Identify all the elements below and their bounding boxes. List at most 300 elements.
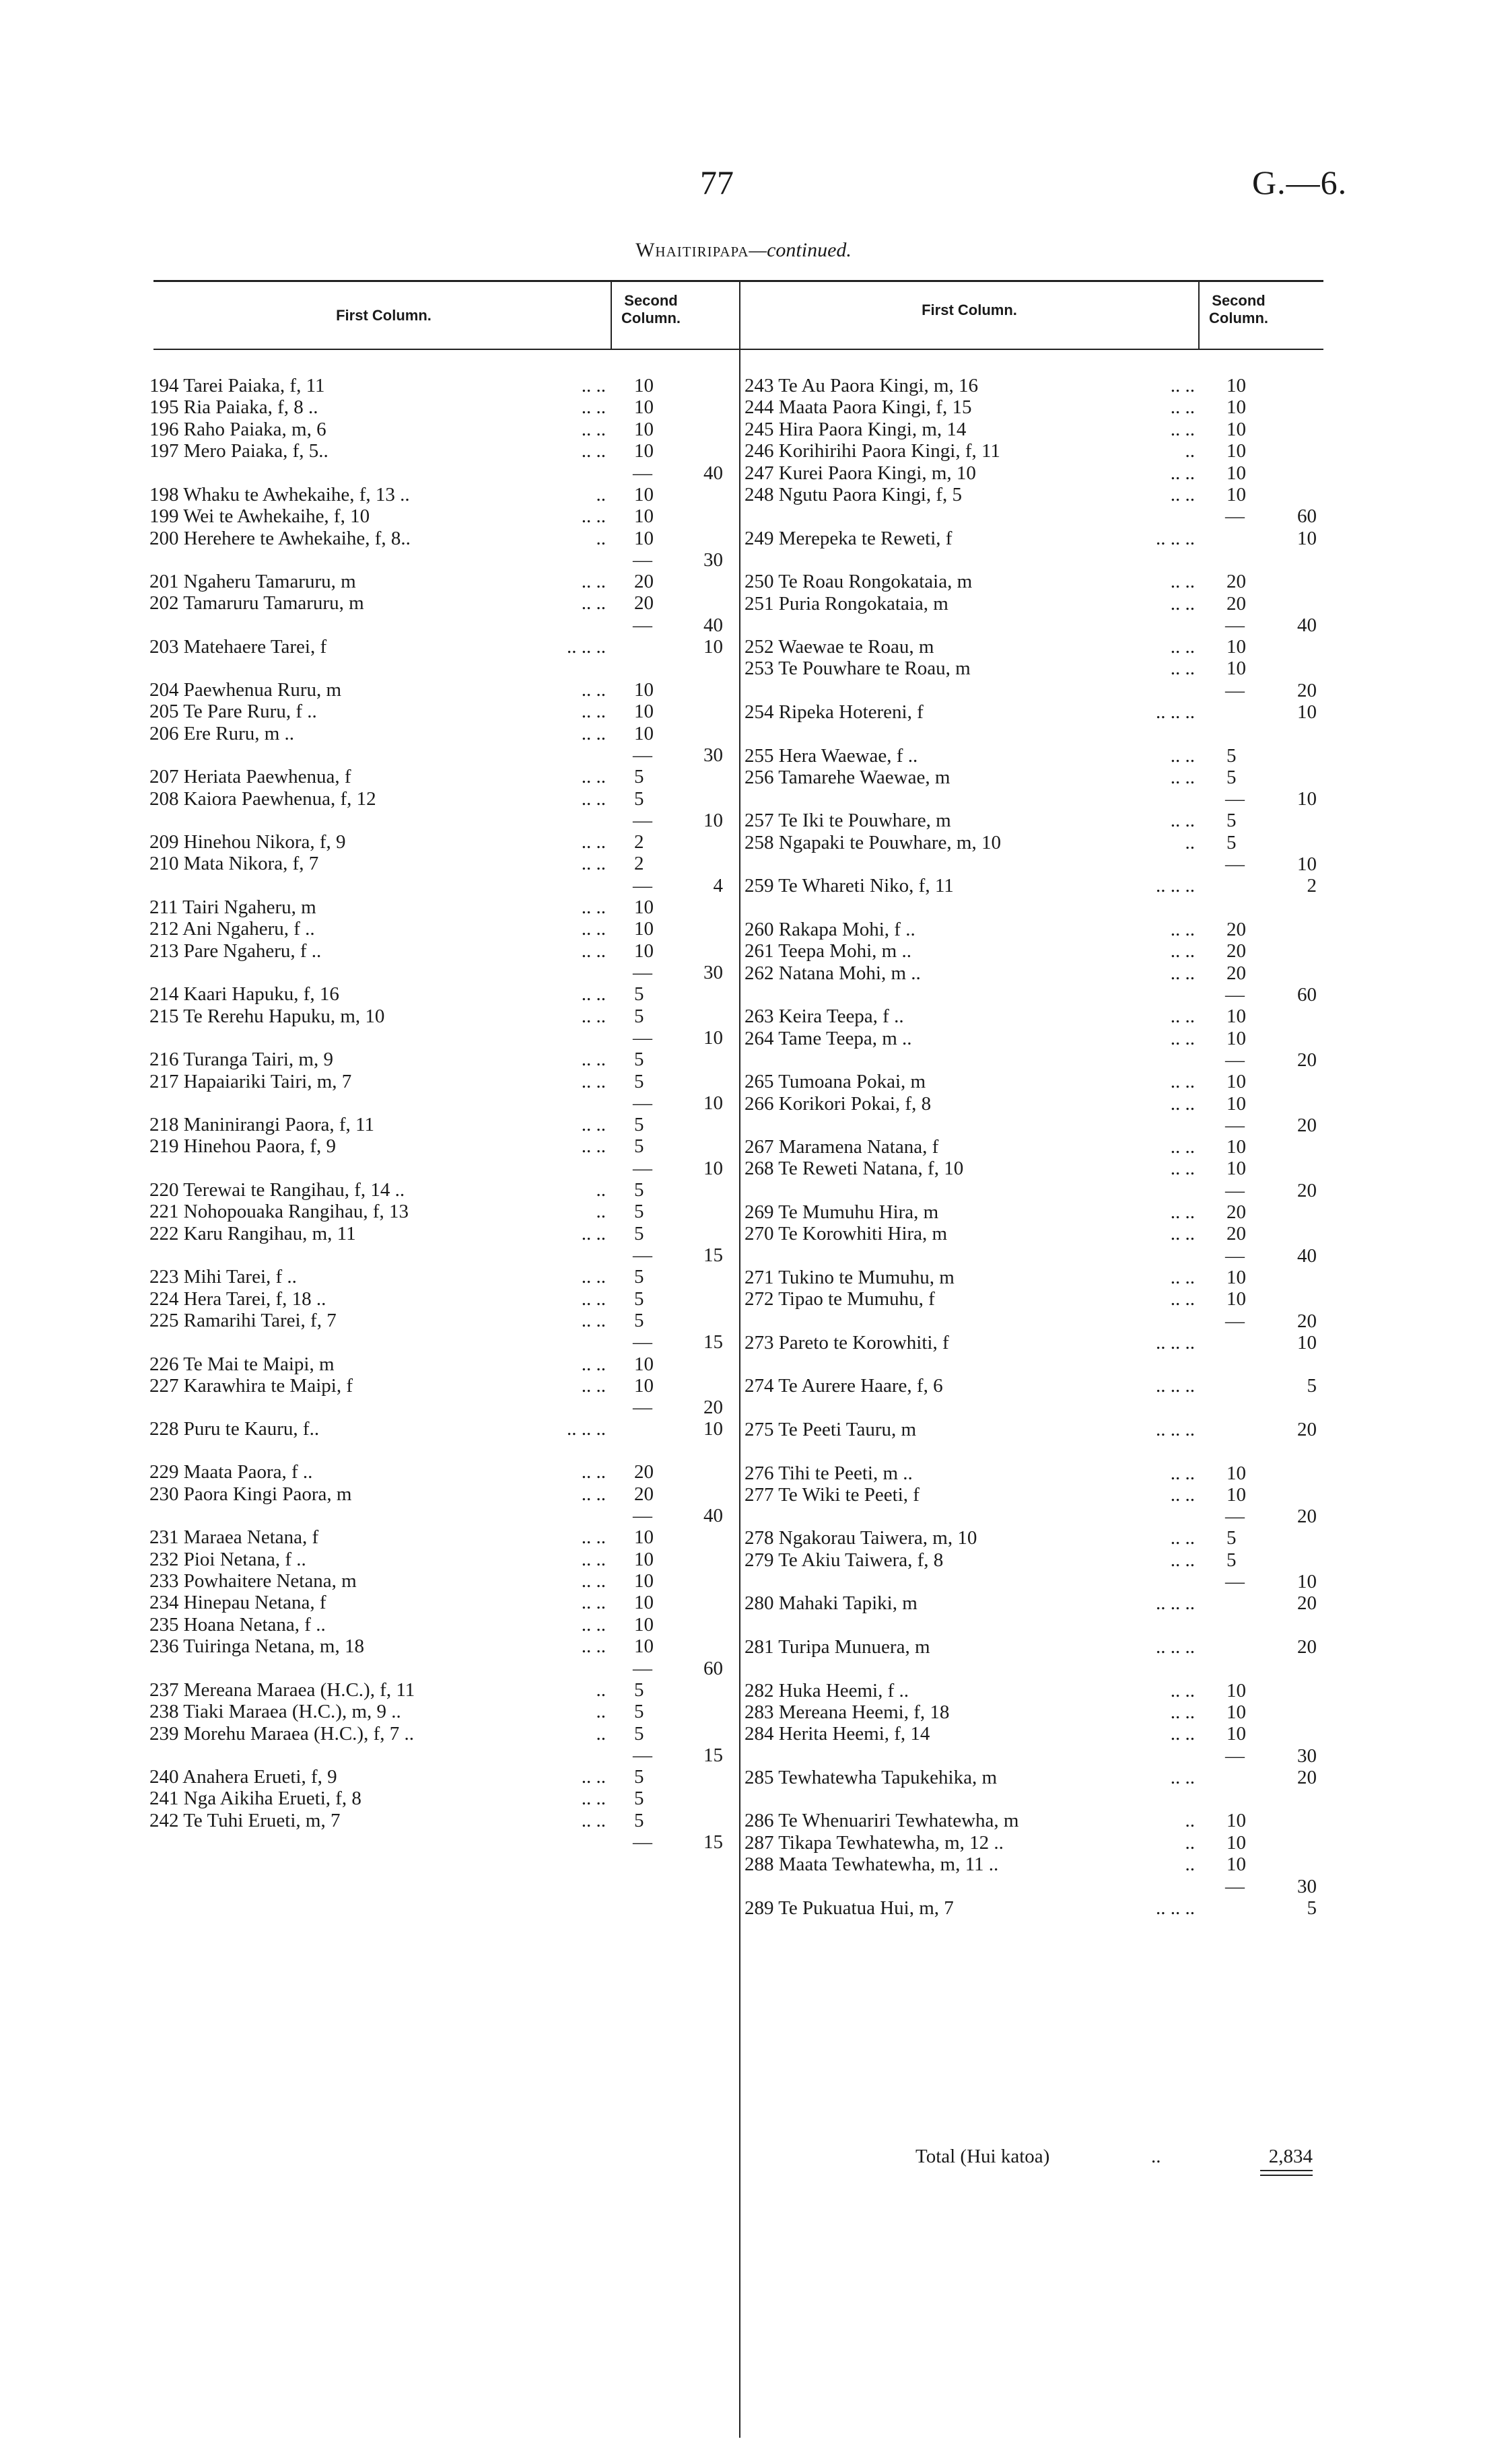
entry-value: 10 (1226, 1006, 1246, 1028)
entry-row (745, 1288, 935, 1310)
entry-column-total: 10 (703, 635, 723, 658)
entry-number: 195 (149, 396, 179, 419)
entry-row (745, 962, 921, 985)
entry-row (745, 809, 951, 832)
entry-value: 10 (1226, 1027, 1246, 1049)
dot-leader: .. .. (1170, 1462, 1195, 1484)
entry-row (745, 1831, 1004, 1854)
dot-leader: .. .. (1170, 1266, 1195, 1288)
dot-leader: .. .. .. (1156, 1897, 1195, 1919)
dot-leader: .. .. (1170, 744, 1195, 767)
column-divider (739, 281, 740, 2438)
entry-name: Maata Paora Kingi, f, 15 (778, 396, 972, 419)
dot-leader: .. .. (581, 1049, 606, 1071)
entry-number: 218 (149, 1114, 179, 1135)
dot-leader: .. .. .. (1156, 875, 1195, 897)
subtotal-value: 20 (1297, 679, 1317, 701)
subtotal-dash: — (1225, 853, 1245, 876)
entry-row (745, 592, 948, 615)
entry-name: Rakapa Mohi, f .. (778, 918, 915, 940)
dot-leader: .. .. (1170, 592, 1195, 614)
entry-number: 241 (149, 1788, 179, 1810)
entry-row (745, 1526, 977, 1549)
entry-row (149, 1679, 415, 1701)
entry-row (745, 918, 915, 941)
entry-name: Te Pare Ruru, f .. (183, 701, 317, 723)
entry-row (149, 1460, 312, 1483)
subtotal-value: 20 (1297, 1506, 1317, 1528)
entry-number: 261 (745, 940, 774, 962)
entry-value: 5 (634, 1114, 644, 1135)
entry-name: Te Mai te Maipi, m (183, 1353, 335, 1375)
entry-number: 273 (745, 1331, 774, 1353)
subtotal-value: 10 (703, 809, 723, 831)
entry-column-total: 20 (1297, 1418, 1317, 1440)
entry-number: 239 (149, 1722, 179, 1745)
total-value: 2,834 (1268, 2146, 1313, 2167)
subtotal-dash: — (633, 614, 652, 636)
entry-number: 265 (745, 1071, 774, 1093)
entry-number: 243 (745, 375, 774, 396)
dot-leader: .. (596, 1722, 606, 1745)
entry-row (149, 1222, 356, 1245)
section-title-main: Whaitiripapa (635, 239, 749, 261)
entry-name: Ngutu Paora Kingi, f, 5 (778, 484, 962, 505)
entry-number: 213 (149, 940, 179, 962)
entry-row (745, 374, 978, 397)
entry-name: Hera Tarei, f, 18 .. (183, 1288, 326, 1310)
entry-row (745, 1070, 926, 1093)
entry-name: Hinehou Nikora, f, 9 (183, 831, 346, 853)
entry-row (745, 1462, 913, 1485)
subtotal-value: 10 (703, 1092, 723, 1114)
entry-row (149, 1070, 351, 1093)
entry-name: Ngakorau Taiwera, m, 10 (778, 1527, 977, 1549)
entry-name: Ria Paiaka, f, 8 .. (183, 396, 318, 419)
dot-leader: .. .. (1170, 810, 1195, 832)
entry-row (149, 896, 316, 919)
entry-row (149, 505, 370, 528)
entry-name: Tumoana Pokai, m (778, 1071, 926, 1093)
entry-row (149, 374, 325, 397)
entry-row (745, 1897, 954, 1920)
entry-name: Tuiringa Netana, m, 18 (183, 1635, 364, 1658)
entry-value: 10 (634, 1613, 654, 1635)
entry-name: Ere Ruru, m .. (183, 722, 295, 744)
dot-leader: .. .. (581, 1135, 606, 1158)
dot-leader: .. .. (581, 678, 606, 701)
entry-row (745, 1092, 931, 1115)
entry-row (745, 1418, 916, 1441)
entry-column-total: 20 (1297, 1635, 1317, 1658)
entry-name: Kaiora Paewhenua, f, 12 (183, 787, 376, 810)
entry-value: 10 (1226, 1092, 1246, 1115)
entry-row (149, 722, 294, 745)
dot-leader: .. (1185, 1854, 1195, 1876)
entry-name: Korihirihi Paora Kingi, f, 11 (778, 440, 1000, 462)
entry-number: 271 (745, 1266, 774, 1288)
entry-row (745, 1135, 938, 1158)
entry-name: Terewai te Rangihau, f, 14 .. (183, 1178, 405, 1201)
entry-number: 198 (149, 483, 179, 505)
entry-row (149, 635, 326, 658)
entry-value: 20 (1226, 962, 1246, 984)
entry-name: Korikori Pokai, f, 8 (778, 1092, 932, 1115)
total-leader: .. (1151, 2146, 1161, 2167)
entry-row (149, 1288, 326, 1310)
subtotal-dash: — (633, 1744, 652, 1766)
entry-name: Te Akiu Taiwera, f, 8 (778, 1549, 944, 1571)
entry-row (149, 1526, 318, 1549)
entry-row (149, 917, 315, 940)
entry-number: 212 (149, 918, 179, 940)
entry-value: 10 (1226, 1136, 1246, 1158)
entry-number: 268 (745, 1158, 774, 1180)
dot-leader: .. .. (581, 1353, 606, 1375)
entry-row (149, 1722, 414, 1745)
dot-leader: .. .. (581, 1809, 606, 1831)
entry-row (149, 1309, 337, 1332)
entry-name: Tarei Paiaka, f, 11 (183, 375, 325, 396)
subtotal-dash: — (633, 962, 652, 984)
dot-leader: .. .. (1170, 1527, 1195, 1549)
entry-name: Kurei Paora Kingi, m, 10 (778, 462, 976, 484)
entry-number: 250 (745, 571, 774, 593)
entry-number: 275 (745, 1418, 774, 1440)
dot-leader: .. .. (581, 418, 606, 440)
entry-name: Nohopouaka Rangihau, f, 13 (183, 1201, 409, 1223)
entry-name: Tihi te Peeti, m .. (778, 1462, 913, 1484)
entry-row (149, 1135, 336, 1158)
subtotal-value: 60 (1297, 505, 1317, 528)
entry-number: 205 (149, 701, 179, 723)
entry-value: 5 (634, 1178, 644, 1201)
dot-leader: .. .. (1170, 1027, 1195, 1049)
subtotal-value: 30 (1297, 1745, 1317, 1767)
total-underline (1260, 2170, 1313, 2171)
dot-leader: .. .. (1170, 918, 1195, 940)
subtotal-dash: — (1225, 1049, 1245, 1071)
subtotal-dash: — (633, 1331, 652, 1353)
entry-value: 10 (1226, 462, 1246, 484)
entry-name: Karu Rangihau, m, 11 (183, 1222, 356, 1244)
entry-name: Hoana Netana, f .. (183, 1613, 326, 1635)
entry-number: 211 (149, 896, 178, 918)
entry-name: Wei te Awhekaihe, f, 10 (183, 505, 370, 528)
entry-row (745, 874, 954, 897)
dot-leader: .. .. (581, 940, 606, 962)
entry-row (149, 439, 328, 462)
entry-number: 253 (745, 658, 774, 680)
dot-leader: .. .. (581, 375, 606, 396)
entry-name: Ani Ngaheru, f .. (182, 918, 315, 940)
column-divider (611, 281, 612, 349)
subtotal-value: 30 (1297, 1875, 1317, 1897)
entry-name: Hinepau Netana, f (183, 1592, 326, 1614)
dot-leader: .. (596, 527, 606, 549)
subtotal-dash: — (633, 874, 652, 896)
entry-number: 248 (745, 484, 774, 505)
subtotal-dash: — (1225, 984, 1245, 1006)
entry-value: 5 (1226, 1549, 1237, 1571)
entry-value: 20 (1226, 592, 1246, 614)
dot-leader: .. .. (581, 701, 606, 723)
entry-name: Te Roau Rongokataia, m (778, 571, 973, 593)
entry-number: 214 (149, 983, 179, 1006)
entry-number: 224 (149, 1288, 179, 1310)
entry-value: 10 (634, 375, 654, 396)
entry-row (149, 483, 410, 506)
subtotal-value: 15 (703, 1744, 723, 1766)
entry-row (149, 1613, 326, 1636)
subtotal-value: 40 (703, 462, 723, 484)
subtotal-value: 4 (713, 874, 723, 896)
entry-row (745, 1592, 918, 1615)
entry-name: Natana Mohi, m .. (778, 962, 921, 984)
entry-value: 5 (634, 983, 644, 1006)
dot-leader: .. (1185, 440, 1195, 462)
subtotal-value: 40 (1297, 614, 1317, 636)
entry-number: 197 (149, 440, 179, 462)
dot-leader: .. .. .. (1156, 1375, 1195, 1397)
subtotal-value: 10 (703, 1157, 723, 1179)
entry-value: 5 (634, 1722, 644, 1745)
entry-row (149, 1353, 335, 1376)
entry-number: 264 (745, 1027, 774, 1049)
entry-number: 210 (149, 853, 179, 875)
dot-leader: .. .. (581, 983, 606, 1006)
report-code: G.—6. (1252, 164, 1348, 201)
entry-row (745, 1701, 949, 1724)
dot-leader: .. .. (581, 1005, 606, 1027)
subtotal-value: 30 (703, 549, 723, 571)
entry-number: 233 (149, 1570, 179, 1592)
entry-value: 10 (634, 1570, 654, 1592)
entry-name: Te Aurere Haare, f, 6 (778, 1375, 943, 1397)
subtotal-value: 30 (703, 962, 723, 984)
entry-name: Mahaki Tapiki, m (778, 1592, 918, 1615)
dot-leader: .. .. .. (567, 1418, 606, 1440)
entry-number: 288 (745, 1854, 774, 1876)
entry-number: 223 (149, 1266, 179, 1288)
entry-row (745, 439, 1000, 462)
entry-name: Paewhenua Ruru, m (183, 678, 342, 701)
entry-number: 246 (745, 440, 774, 462)
entry-row (149, 1005, 384, 1028)
entry-name: Hinehou Paora, f, 9 (183, 1135, 337, 1158)
dot-leader: .. (596, 1679, 606, 1701)
dot-leader: .. .. (1170, 418, 1195, 440)
dot-leader: .. .. (581, 1310, 606, 1331)
entry-value: 10 (1226, 1679, 1246, 1701)
subtotal-dash: — (633, 1092, 652, 1114)
entry-number: 267 (745, 1136, 774, 1158)
subtotal-dash: — (1225, 1114, 1245, 1136)
dot-leader: .. .. (581, 1461, 606, 1483)
subtotal-value: 15 (703, 1331, 723, 1353)
entry-value: 10 (634, 1526, 654, 1549)
dot-leader: .. .. (1170, 462, 1195, 484)
entry-number: 199 (149, 505, 179, 528)
entry-value: 20 (1226, 1201, 1246, 1223)
entry-value: 20 (1226, 571, 1246, 593)
entry-number: 245 (745, 418, 774, 440)
dot-leader: .. .. (581, 396, 606, 419)
subtotal-value: 30 (703, 744, 723, 766)
entry-value: 10 (634, 396, 654, 419)
entry-value: 10 (1226, 658, 1246, 680)
entry-name: Mereana Maraea (H.C.), f, 11 (183, 1679, 415, 1701)
dot-leader: .. .. (581, 1222, 606, 1244)
entry-value: 10 (634, 722, 654, 744)
entry-name: Paora Kingi Paora, m (183, 1483, 352, 1505)
entry-value: 5 (1226, 810, 1237, 832)
dot-leader: .. .. (581, 1114, 606, 1135)
subtotal-dash: — (633, 1831, 652, 1854)
entry-row (745, 657, 971, 680)
entry-name: Te Whareti Niko, f, 11 (778, 875, 954, 897)
entry-value: 10 (1226, 484, 1246, 505)
dot-leader: .. .. (581, 1526, 606, 1549)
entry-row (149, 1635, 364, 1658)
entry-row (745, 1635, 930, 1658)
entry-row (745, 1853, 998, 1876)
subtotal-value: 15 (703, 1831, 723, 1854)
subtotal-dash: — (1225, 505, 1245, 528)
entry-name: Herita Heemi, f, 14 (778, 1723, 930, 1745)
entry-row (149, 527, 411, 550)
subtotal-dash: — (633, 744, 652, 766)
dot-leader: .. .. (1170, 571, 1195, 593)
entry-column-total: 5 (1307, 1897, 1317, 1919)
entry-name: Tukino te Mumuhu, m (778, 1266, 955, 1288)
entry-value: 5 (634, 1788, 644, 1810)
entry-column-total: 5 (1307, 1375, 1317, 1397)
entry-name: Te Tuhi Erueti, m, 7 (183, 1809, 341, 1831)
dot-leader: .. .. (581, 440, 606, 462)
entry-value: 10 (634, 505, 654, 528)
entry-number: 225 (149, 1310, 179, 1331)
entry-row (745, 1157, 963, 1180)
entry-value: 10 (1226, 1288, 1246, 1310)
entry-row (745, 1266, 955, 1289)
entry-number: 280 (745, 1592, 774, 1615)
entry-row (149, 570, 356, 593)
entry-name: Powhaitere Netana, m (183, 1570, 357, 1592)
entry-column-total: 2 (1307, 875, 1317, 897)
entry-value: 20 (634, 571, 654, 592)
entry-number: 258 (745, 831, 774, 853)
entry-row (149, 700, 317, 723)
entry-row (149, 1591, 326, 1614)
entry-number: 262 (745, 962, 774, 984)
entry-value: 10 (634, 483, 654, 505)
entry-column-total: 10 (1297, 1331, 1317, 1353)
entry-value: 10 (1226, 636, 1246, 658)
entry-name: Te Iki te Pouwhare, m (778, 810, 951, 832)
entry-row (745, 1005, 904, 1028)
subtotal-value: 40 (703, 614, 723, 636)
entry-row (745, 1766, 997, 1789)
entry-name: Te Korowhiti Hira, m (778, 1223, 948, 1245)
entry-name: Tipao te Mumuhu, f (778, 1288, 935, 1310)
dot-leader: .. (1185, 831, 1195, 853)
subtotal-value: 20 (1297, 1310, 1317, 1332)
entry-number: 202 (149, 592, 179, 614)
entry-number: 277 (745, 1483, 774, 1506)
entry-row (149, 1200, 409, 1223)
entry-value: 5 (634, 1201, 644, 1223)
entry-row (149, 1417, 319, 1440)
entry-number: 256 (745, 766, 774, 788)
entry-value: 5 (1226, 744, 1237, 767)
entry-row (745, 940, 911, 962)
entry-row (149, 1048, 333, 1071)
entry-number: 231 (149, 1526, 179, 1549)
subtotal-value: 20 (1297, 1049, 1317, 1071)
subtotal-dash: — (1225, 788, 1245, 810)
subtotal-dash: — (633, 1505, 652, 1527)
entry-number: 286 (745, 1810, 774, 1832)
entry-row (149, 396, 318, 419)
entry-value: 5 (634, 1288, 644, 1310)
entry-value: 10 (634, 896, 654, 918)
entry-name: Matehaere Tarei, f (183, 635, 327, 658)
dot-leader: .. .. (581, 766, 606, 788)
entry-row (149, 765, 351, 788)
entry-value: 10 (634, 1635, 654, 1658)
entry-name: Hira Paora Kingi, m, 14 (778, 418, 967, 440)
entry-number: 201 (149, 571, 179, 592)
entry-name: Merepeka te Reweti, f (778, 527, 953, 549)
entry-number: 217 (149, 1070, 179, 1092)
subtotal-dash: — (1225, 1310, 1245, 1332)
entry-number: 247 (745, 462, 774, 484)
entry-row (745, 1549, 943, 1572)
entry-row (745, 1483, 920, 1506)
entry-number: 219 (149, 1135, 179, 1158)
dot-leader: .. (596, 1201, 606, 1223)
entry-number: 279 (745, 1549, 774, 1571)
dot-leader: .. .. (581, 787, 606, 810)
entry-number: 220 (149, 1178, 179, 1201)
entry-number: 278 (745, 1527, 774, 1549)
dot-leader: .. .. (581, 505, 606, 528)
entry-value: 5 (634, 1679, 644, 1701)
entry-value: 5 (634, 1005, 644, 1027)
entry-number: 254 (745, 701, 774, 723)
subtotal-dash: — (633, 1397, 652, 1419)
entry-name: Pare Ngaheru, f .. (183, 940, 322, 962)
subtotal-dash: — (1225, 1179, 1245, 1201)
entry-value: 20 (634, 592, 654, 614)
entry-number: 287 (745, 1831, 774, 1854)
entry-value: 5 (634, 1310, 644, 1331)
entry-value: 10 (1226, 1723, 1246, 1745)
entry-row (149, 1374, 353, 1397)
entry-name: Whaku te Awhekaihe, f, 13 .. (183, 483, 410, 505)
subtotal-value: 10 (703, 1027, 723, 1049)
entry-row (745, 766, 950, 789)
dot-leader: .. .. (1170, 1158, 1195, 1180)
dot-leader: .. .. (581, 896, 606, 918)
entry-value: 10 (634, 1548, 654, 1570)
entry-value: 5 (634, 1266, 644, 1288)
dot-leader: .. .. (1170, 1288, 1195, 1310)
entry-row (149, 787, 376, 810)
entry-number: 276 (745, 1462, 774, 1484)
entry-row (745, 396, 971, 419)
